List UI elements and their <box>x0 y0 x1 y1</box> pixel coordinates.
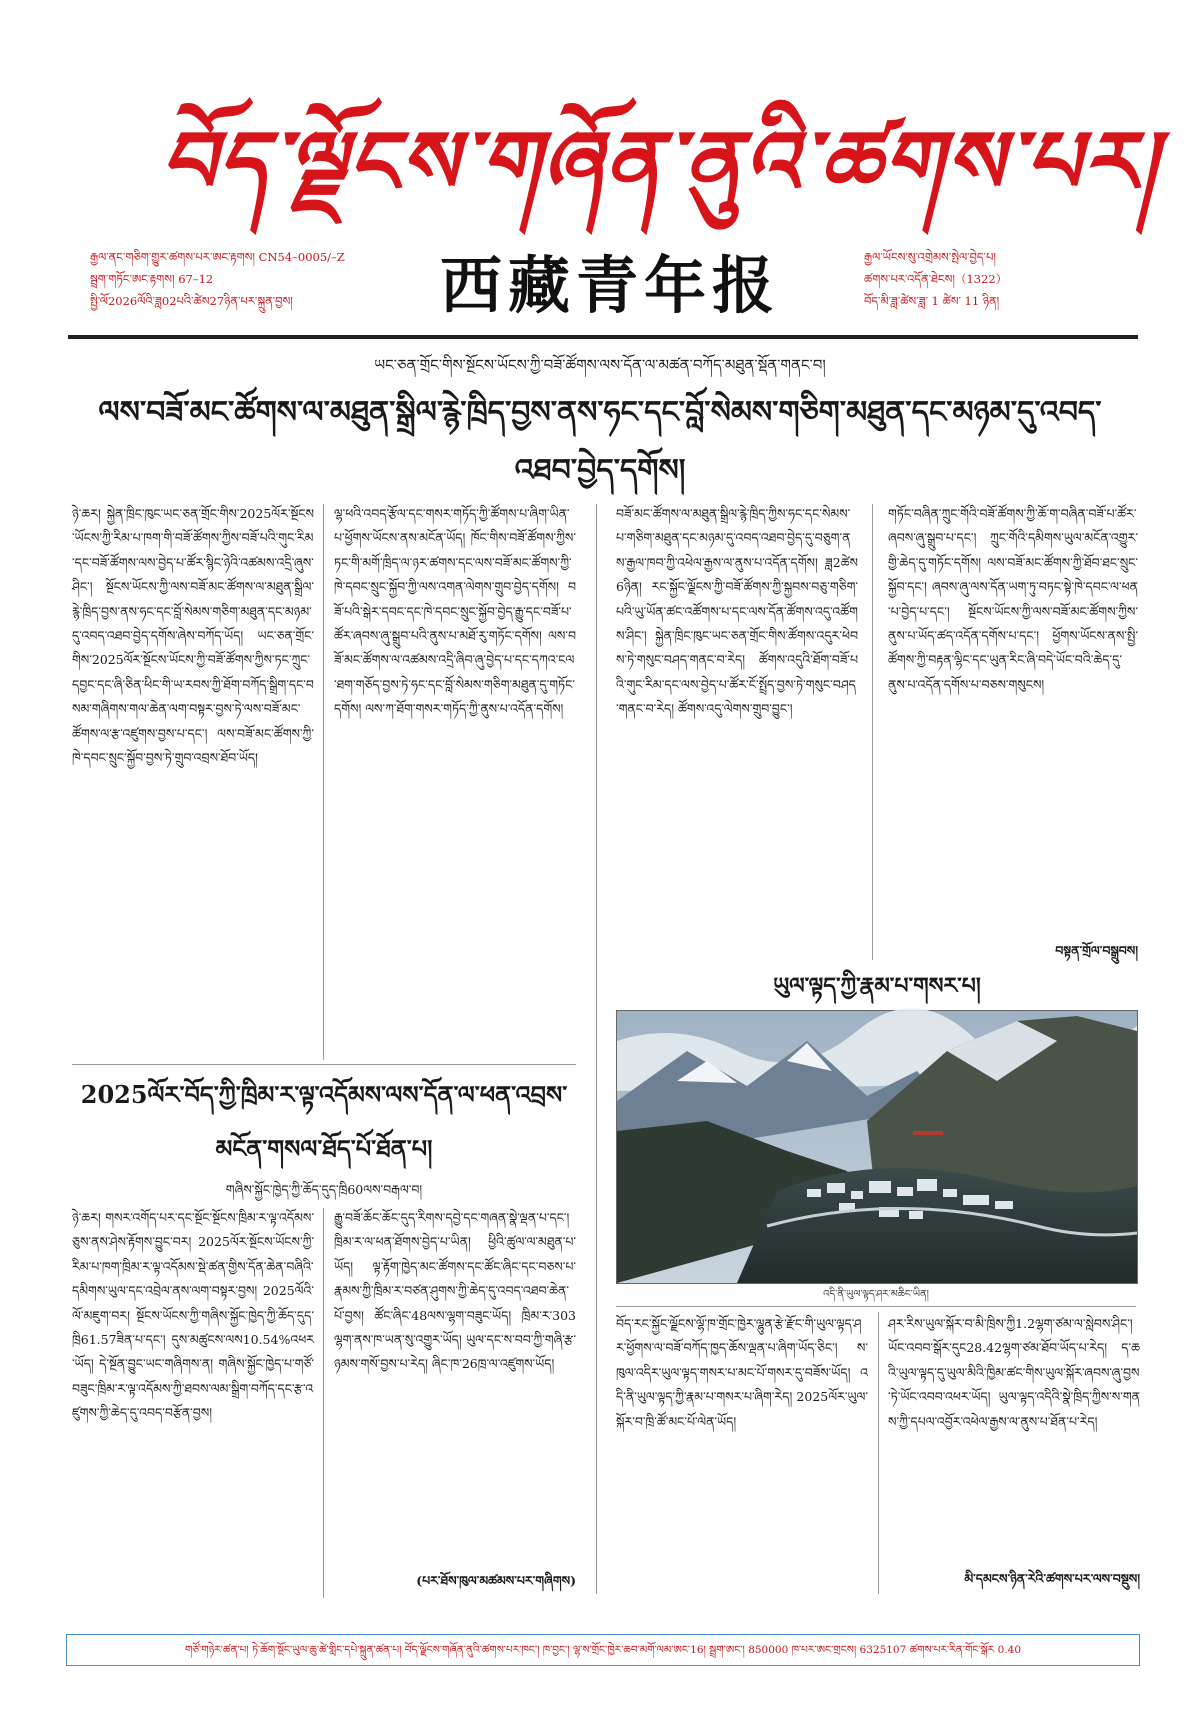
tibetan-masthead-title: བོད་ལྗོངས་གཞོན་ནུའི་ཚགས་པར། <box>160 112 1159 213</box>
publisher-footer: གཙོ་གཉེར་ཚན་པ། ཏེ་ཆོག་སྔོང་ཡུལ་ཆུ་ཚེ་གླིང་དཔེ་སྐྲུན་ཚན་པ། བོད་ལྗོངས་གཞོན་ནུའི་ཚགས་པར་ཁང་། ཁ་བྱང་། ལྷ་ས་གྲོང་ཁྱེར་ཆབ་མགོ་ལམ་ཨང་16། སྦྲག་ཨང་། 850000 ཁ་པར་ཨང་གྲངས། 6325107 ཚགས་པར་རིན་གོང་སྒོར 0.40 <box>66 1634 1140 1666</box>
chinese-masthead-title: 西藏青年报 <box>439 249 780 322</box>
column-divider <box>596 504 597 1594</box>
photo-story-byline: མི་དམངས་ཉིན་རེའི་ཚགས་པར་ལས་བསྡུས། <box>964 1571 1140 1586</box>
registration-number: རྒྱལ་ནང་གཅིག་གྱུར་ཚགས་པར་ཨང་རྟགས། CN54–0005/–Z <box>90 250 345 264</box>
issue-date: སྤྱི་ལོ2026ལོའི་ཟླ02པའི་ཚེས27ཉིན་པར་སྐྲུན་བྱས། <box>90 294 293 308</box>
column-divider <box>323 1208 324 1598</box>
second-story-column-2: རྒྱུ་བཟོ་ཆོང་ཆོང་དུད་རིགས་དབྱེ་དང་གཞན་སྣེ་ལྡན་པ་དང་། ཁྲིམ་ར་ལ་ཕན་ཐོགས་བྱེད་པ་ཡིན། ཕྱིའི་ཚུལ་ལ་མཐུན་པ་ཡོད། ལྟ་རྟོག་ཁྱེད་མང་ཚོགས་དང་ཚོང་ཞིང་དང་བཅས་པ་རྣམས་ཀྱི་ཁྲིམ་ར་བཙན་ཤུགས་ཀྱི་ཆེད་དུ་འབད་འཐབ་ཆེན་པོ་བྱས། ཚོང་ཞིང་48ལས་ལྷག་བཟུང་ཡོད། ཁྲིམ་ར་303ལྷག་ནས་ཁ་ཡན་སུ་འགྱུར་ཡོད། ཡུལ་དང་ས་བབ་ཀྱི་གཞི་རྩ་ཉམས་གསོ་བྱས་པ་རེད། ཞིང་ཁ་26ཁྲ་ལ་འཛུགས་ཡོད། <box>334 1210 576 1372</box>
masthead-divider <box>68 335 1138 339</box>
column-divider <box>878 1312 879 1594</box>
second-story-kicker: གཞིས་སྐྱོང་ཁྱེད་ཀྱི་ཆོད་དུད་ཁྲི60ལས་བརྒལ་བ། <box>225 1182 423 1197</box>
column-divider <box>323 504 324 1060</box>
masthead-meta-left <box>90 246 430 312</box>
lead-column-4: གཏོང་བཞིན་ཀྲུང་གོའི་བཟོ་ཚོགས་ཀྱི་ཆོ་ག་བཞིན་བཟོ་པ་ཚོར་ཞབས་ཞུ་སྒྲུབ་པ་དང་། ཀྲུང་གོའི་དམིགས་ཡུལ་མངོན་འགྱུར་གྱི་ཆེད་དུ་གཏོང་དགོས། ལས་བཟོ་མང་ཚོགས་ཀྱི་ཐོབ་ཐང་སྲུང་སྐྱོབ་དང་། ཞབས་ཞུ་ལས་དོན་ཡག་ཏུ་བཏང་སྟེ་ཁེ་དབང་ལ་ཕན་པ་བྱེད་པ་དང་། སྔོངས་ཡོངས་ཀྱི་ལས་བཟོ་མང་ཚོགས་ཀྱིས་ནུས་པ་ཡོད་ཚད་འདོན་དགོས་པ་དང་། ཕྱོགས་ཡོངས་ནས་སྤྱི་ཚོགས་ཀྱི་བརྟན་ལྷིང་དང་ཡུན་རིང་ཞི་བདེ་ཡོང་བའི་ཆེད་དུ་ནུས་པ་འདོན་དགོས་པ་བཅས་གསུངས། <box>888 506 1138 692</box>
distribution-note: རྒྱལ་ཡོངས་སུ་འགྲེམས་སྤེལ་བྱེད་པ། <box>864 250 996 264</box>
second-story-column-1: ཉེ་ཆར། གསར་འགོད་པར་དང་སྔོང་སྔོངས་ཁྲིམ་ར་ལྟ་འདོམས་ཅུས་ནས་ཤེས་རྟོགས་བྱུང་བར། 2025ལོར་སྔོངས་ཡོངས་ཀྱི་རིམ་པ་ཁག་ཁྲིམ་ར་ལྟ་འདོམས་སྡེ་ཚན་གྱིས་དོན་ཆེན་བཞིའི་དམིགས་ཡུལ་དང་འབྲེལ་ནས་ལག་བསྟར་བྱས། 2025ལོའི་ལོ་མཇུག་བར། སྔོངས་ཡོངས་ཀྱི་གཞིས་སྐྱོང་ཁྱེད་ཀྱི་ཆོད་དུད་ཁྲི61.57ཟིན་པ་དང་། དུས་མཚུངས་ལས10.54%འཕར་ཡོད། དེ་སྔོན་བྱུང་ཡང་གཞིགས་ན། གཞིས་སྐྱོང་ཁྱེད་པ་གཙོ་བཟུང་ཁྲིམ་ར་ལྟ་འདོམས་ཀྱི་ཐབས་ལམ་སྒྲིག་བཀོད་དང་རྩ་འཛུགས་ཀྱི་ཆེད་དུ་འབད་བརྩོན་བྱས། <box>72 1210 314 1421</box>
photo-story-title: ཡུལ་ལྟད་ཀྱི་རྣམ་པ་གསར་པ། <box>773 973 981 999</box>
tibetan-calendar-date: བོད་མི་ཟླ་ཚེས་ཟླ་ 1 ཚེས་ 11 ཉིན། <box>864 294 1000 308</box>
lead-headline: ལས་བཟོ་མང་ཚོགས་ལ་མཐུན་སྒྲིལ་རྙེ་ཁྲིད་བྱས་ནས་ཧང་དང་བློ་སེམས་གཅིག་མཐུན་དང་མཉམ་དུ་འབད་འཐབ་བྱེད་དགོས། <box>98 395 1102 488</box>
masthead-meta-right <box>864 246 1164 312</box>
photo-caption: འདི་ནི་ཡུལ་ལྟད་ཤར་མཆིང་ཡིན། <box>616 1284 1136 1307</box>
lead-byline: བསྟན་གྲོལ་བསྒྲུབས། <box>1055 943 1138 958</box>
lead-kicker: ཡང་ཅན་གྲོང་གིས་སྔོངས་ཡོངས་ཀྱི་བཟོ་ཚོགས་ལས་དོན་ལ་མཚན་བཀོད་མཐུན་སྡོན་གནང་བ། <box>374 356 826 374</box>
postal-code: སྦྲག་གཏོང་ཨང་རྟགས། 67–12 <box>90 272 214 286</box>
second-story-headline: 2025ལོར་བོད་ཀྱི་ཁྲིམ་ར་ལྟ་འདོམས་ལས་དོན་ལ་ཕན་འབྲས་མངོན་གསལ་ཐོད་པོ་ཐོན་པ། <box>80 1080 568 1163</box>
lead-column-2: ལྷ་ཕའི་འབད་རྩོལ་དང་གསར་གཏོད་ཀྱི་ཚོགས་པ་ཞིག་ཡིན་པ་ཕྱོགས་ཡོངས་ནས་མངོན་ཡོད། ཁོང་གིས་བཟོ་ཚོགས་ཀྱིས་ཏང་གི་མགོ་ཁྲིད་ལ་ཉར་ཚགས་དང་ལས་བཟོ་མང་ཚོགས་ཀྱི་ཁེ་དབང་སྲུང་སྐྱོབ་ཀྱི་ལས་འགན་ལེགས་གྲུབ་བྱེད་དགོས། བཟོ་པའི་སྒེར་དབང་དང་ཁེ་དབང་སྲུང་སྐྱོབ་བྱེད་རྒྱུ་དང་བཟོ་པ་ཚོར་ཞབས་ཞུ་སྒྲུབ་པའི་ནུས་པ་མཐོ་རུ་གཏོང་དགོས། ལས་བཟོ་མང་ཚོགས་ལ་འཚམས་འདྲི་ཞིབ་ཞུ་བྱེད་པ་དང་དཀའ་ངལ་ཐག་གཅོད་བྱས་ཏེ་ཧང་དང་བློ་སེམས་གཅིག་མཐུན་དུ་གཏོང་དགོས། ལས་ཀ་ཐོག་གསར་གཏོད་ཀྱི་ནུས་པ་འདོན་དགོས། <box>334 506 576 717</box>
photo-story-column-2: ཤར་རིས་ཡུལ་སྐོར་བ་མི་ཁྲིས་ཀྱི1.2ལྷག་ཙམ་ལ་སླེབས་ཤིང་། ཡོང་འབབ་སྒོར་དུང28.42ལྷག་ཙམ་ཐོབ་ཡོད་པ་རེད། ད་ཆའི་ཡུལ་ལྟད་དུ་ཡུལ་མིའི་ཁྱིམ་ཚང་གིས་ཡུལ་སྐོར་ཞབས་ཞུ་བྱས་ཏེ་ཡོང་འབབ་འཕར་ཡོད། ཡུལ་ལྟད་འདིའི་སྣེ་ཁྲིད་ཀྱིས་ས་གནས་ཀྱི་དཔལ་འབྱོར་འཕེལ་རྒྱས་ལ་ནུས་པ་ཐོན་པ་རེད། <box>888 1316 1140 1429</box>
issue-number: ཚགས་པར་འདོན་ཐེངས།（1322） <box>864 272 1008 286</box>
photo-story-column-1: བོད་རང་སྐྱོང་ལྗོངས་ལྷོ་ཁ་གྲོང་ཁྱེར་ལྷུན་རྩེ་རྫོང་གི་ཡུལ་ལྟད་ཤར་ཕྱོགས་ལ་བཟོ་བཀོད་ཁྱད་ཆོས་ལྡན་པ་ཞིག་ཡོད་ཅིང་། ས་ཁུལ་འདིར་ཡུལ་ལྟད་གསར་པ་མང་པོ་གསར་དུ་བཟོས་ཡོད། འདི་ནི་ཡུལ་ལྟད་ཀྱི་རྣམ་པ་གསར་པ་ཞིག་རེད། 2025ལོར་ཡུལ་སྐོར་བ་ཁྲི་ཚོ་མང་པོ་ལེན་ཡོད། <box>616 1316 868 1429</box>
lead-column-1: ཉེ་ཆར། སྐྱེན་ཁྲིང་ཁུང་ཡང་ཅན་གྲོང་གིས་2025ལོར་སྔོངས་ཡོངས་ཀྱི་རིམ་པ་ཁག་གི་བཟོ་ཚོགས་ཀྱིས་བཟོ་པའི་གུང་རིམ་དང་བཟོ་ཚོགས་ལས་བྱེད་པ་ཚོར་སྙིང་ཉེའི་འཚམས་འདྲི་ཞུས་ཤིང་། སྔོངས་ཡོངས་ཀྱི་ལས་བཟོ་མང་ཚོགས་ལ་མཐུན་སྒྲིལ་རྙེ་ཁྲིད་བྱས་ནས་ཧང་དང་བློ་སེམས་གཅིག་མཐུན་དང་མཉམ་དུ་འབད་འཐབ་བྱེད་དགོས་ཞེས་བཀོད་ཡོད། ཡང་ཅན་གྲོང་གིས་2025ལོར་སྔོངས་ཡོངས་ཀྱི་བཟོ་ཚོགས་ཀྱིས་ཏང་ཀྲུང་དབྱང་དང་ཞི་ཅིན་ཕིང་གི་ཡ་རབས་ཀྱི་ཐོག་བཀོད་སྒྲིག་དང་བསམ་གཞིགས་གལ་ཆེན་ལག་བསྟར་བྱས་ཏེ་ལས་བཟོ་མང་ཚོགས་ལ་རྩ་འཛུགས་བྱས་པ་དང་། ལས་བཟོ་མང་ཚོགས་ཀྱི་ཁེ་དབང་སྲུང་སྐྱོབ་བྱས་ཏེ་གྲུབ་འབྲས་ཐོབ་ཡོད། <box>72 506 314 766</box>
lead-column-3: བཟོ་མང་ཚོགས་ལ་མཐུན་སྒྲིལ་རྙེ་ཁྲིད་ཀྱིས་ཧང་དང་སེམས་པ་གཅིག་མཐུན་དང་མཉམ་དུ་འབད་འཐབ་བྱེད་དུ་བཅུག་ནས་རྒྱལ་ཁབ་ཀྱི་འཕེལ་རྒྱས་ལ་ནུས་པ་འདོན་དགོས། ཟླ2ཚེས6ཉིན། རང་སྐྱོང་ལྗོངས་ཀྱི་བཟོ་ཚོགས་ཀྱི་སྐྱབས་བཅུ་གཅིག་པའི་ཡུ་ཡོན་ཚང་འཚོགས་པ་དང་ལས་དོན་ཚོགས་འདུ་འཚོགས་ཤིང་། སྐྱེན་ཁྲིང་ཁུང་ཡང་ཅན་གྲོང་གིས་ཚོགས་འདུར་ཕེབས་ཏེ་གསུང་བཤད་གནང་བ་རེད། ཚོགས་འདུའི་ཐོག་བཟོ་པའི་གུང་རིམ་དང་ལས་བྱེད་པ་ཚོར་ངོ་སྤྲོད་བྱས་ཏེ་གསུང་བཤད་གནང་བ་རེད། ཚོགས་འདུ་ལེགས་གྲུབ་བྱུང་། <box>616 506 858 717</box>
valley-town-photo <box>616 1010 1138 1284</box>
second-story-byline: (པར་ཐོས་ཁུལ་མཚམས་པར་གཞིགས) <box>416 1573 576 1588</box>
second-story-divider <box>72 1064 576 1065</box>
column-divider <box>872 504 873 960</box>
